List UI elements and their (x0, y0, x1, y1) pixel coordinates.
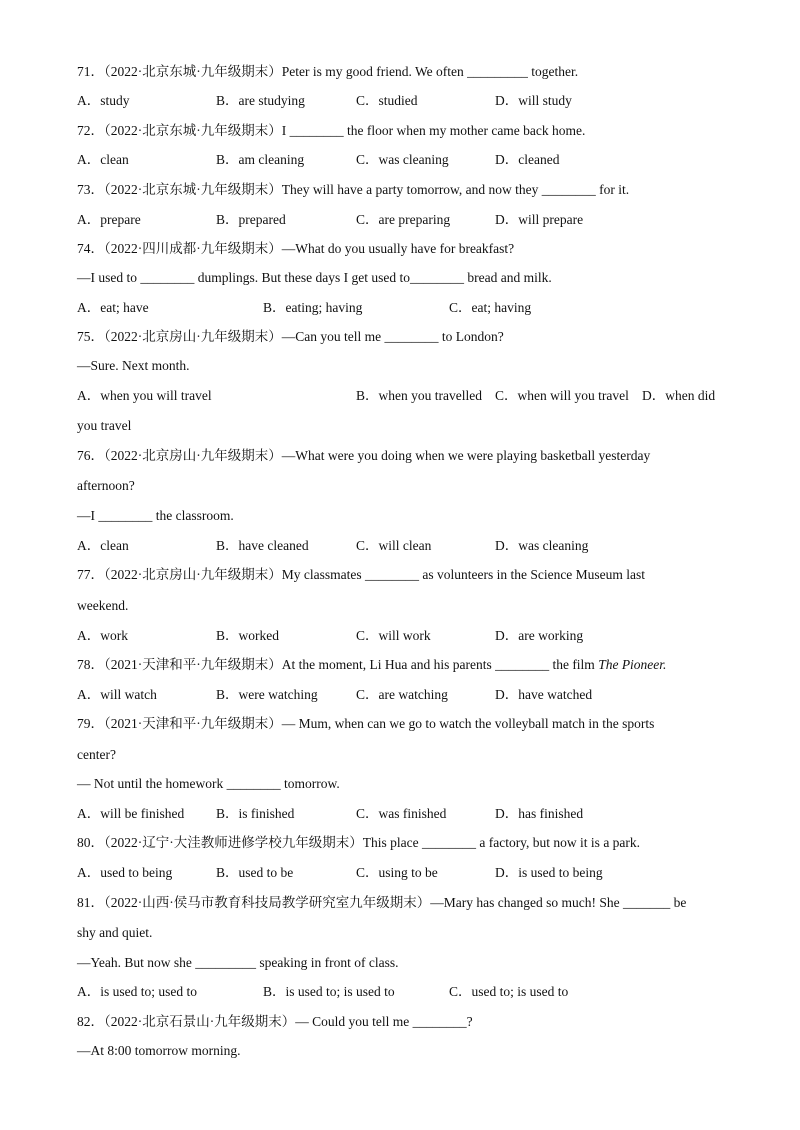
option-a: A．clean (77, 538, 129, 553)
option-a: A．clean (77, 152, 129, 167)
question-75-stem: 75．（2022·北京房山·九年级期末）—Can you tell me ________ to London? (77, 329, 504, 344)
question-81-stem-continued: shy and quiet. (77, 925, 153, 940)
question-79-stem: 79．（2021·天津和平·九年级期末）— Mum, when can we go to watch the volleyball match in the sports (77, 716, 655, 731)
question-71-stem: 71．（2022·北京东城·九年级期末）Peter is my good friend. We often _________ together. (77, 64, 579, 79)
option-c: C．are watching (356, 687, 448, 702)
question-76-options (77, 535, 727, 557)
option-d: D．when did (642, 388, 716, 403)
question-79-options (77, 803, 727, 825)
question-74-dialogue: —I used to ________ dumplings. But these days I get used to________ bread and milk. (77, 270, 552, 285)
question-76-stem: 76．（2022·北京房山·九年级期末）—What were you doing when we were playing basketball yesterday (77, 448, 651, 463)
question-77-options (77, 625, 727, 647)
question-82-stem: 82．（2022·北京石景山·九年级期末）— Could you tell me ________? (77, 1014, 473, 1029)
option-b: B．were watching (216, 687, 318, 702)
option-a: A．study (77, 93, 130, 108)
question-82-dialogue: —At 8:00 tomorrow morning. (77, 1043, 241, 1058)
option-d: D．was cleaning (495, 538, 589, 553)
option-c: C．will clean (356, 538, 432, 553)
option-b: B．prepared (216, 212, 286, 227)
question-80-options (77, 862, 727, 884)
option-b: B．worked (216, 628, 279, 643)
question-78-stem (77, 654, 727, 676)
option-b: B．is used to; is used to (263, 984, 395, 999)
option-c: C．will work (356, 628, 431, 643)
question-73-options (77, 209, 727, 231)
option-a: A．is used to; used to (77, 984, 197, 999)
option-c: C．was cleaning (356, 152, 449, 167)
question-80-stem: 80．（2022·辽宁·大洼教师进修学校九年级期末）This place ________ a factory, but now it is a park. (77, 835, 641, 850)
question-72-stem: 72．（2022·北京东城·九年级期末）I ________ the floor when my mother came back home. (77, 123, 586, 138)
option-b: B．used to be (216, 865, 294, 880)
question-81-stem: 81．（2022·山西·侯马市教育科技局教学研究室九年级期末）—Mary has changed so much! She _______ be (77, 895, 687, 910)
question-75-options (77, 385, 727, 407)
question-79-stem-continued: center? (77, 747, 116, 762)
question-76-dialogue: —I ________ the classroom. (77, 508, 234, 523)
option-c: C．when will you travel (495, 388, 629, 403)
question-78-options (77, 684, 727, 706)
option-d: D．are working (495, 628, 584, 643)
film-title: The Pioneer. (598, 657, 667, 672)
question-75-options-continued: you travel (77, 418, 132, 433)
option-a: A．prepare (77, 212, 141, 227)
option-d: D．have watched (495, 687, 593, 702)
option-d: D．cleaned (495, 152, 560, 167)
question-71-options (77, 90, 727, 112)
option-a: A．used to being (77, 865, 173, 880)
option-c: C．was finished (356, 806, 447, 821)
question-77-stem: 77．（2022·北京房山·九年级期末）My classmates ________ as volunteers in the Science Museum last (77, 567, 646, 582)
option-b: B．when you travelled (356, 388, 482, 403)
question-78-stem-text: 78．（2021·天津和平·九年级期末）At the moment, Li Hua and his parents ________ the film (77, 657, 599, 672)
option-a: A．when you will travel (77, 388, 212, 403)
option-d: D．is used to being (495, 865, 603, 880)
question-81-dialogue: —Yeah. But now she _________ speaking in front of class. (77, 955, 399, 970)
option-b: B．am cleaning (216, 152, 305, 167)
option-b: B．eating; having (263, 300, 363, 315)
question-72-options (77, 149, 727, 171)
option-d: D．will study (495, 93, 572, 108)
question-73-stem: 73．（2022·北京东城·九年级期末）They will have a party tomorrow, and now they ________ for it. (77, 182, 630, 197)
question-79-dialogue: — Not until the homework ________ tomorrow. (77, 776, 340, 791)
question-74-stem: 74．（2022·四川成都·九年级期末）—What do you usually have for breakfast? (77, 241, 515, 256)
question-75-dialogue: —Sure. Next month. (77, 358, 190, 373)
question-77-stem-continued: weekend. (77, 598, 129, 613)
question-81-options (77, 981, 727, 1003)
option-c: C．studied (356, 93, 418, 108)
question-76-stem-continued: afternoon? (77, 478, 135, 493)
option-b: B．are studying (216, 93, 305, 108)
option-a: A．will be finished (77, 806, 185, 821)
option-a: A．eat; have (77, 300, 149, 315)
option-d: D．will prepare (495, 212, 584, 227)
option-c: C．using to be (356, 865, 438, 880)
option-c: C．used to; is used to (449, 984, 569, 999)
option-b: B．have cleaned (216, 538, 309, 553)
option-b: B．is finished (216, 806, 295, 821)
option-c: C．are preparing (356, 212, 451, 227)
option-c: C．eat; having (449, 300, 532, 315)
question-74-options (77, 297, 727, 319)
option-a: A．will watch (77, 687, 157, 702)
option-d: D．has finished (495, 806, 584, 821)
option-a: A．work (77, 628, 128, 643)
